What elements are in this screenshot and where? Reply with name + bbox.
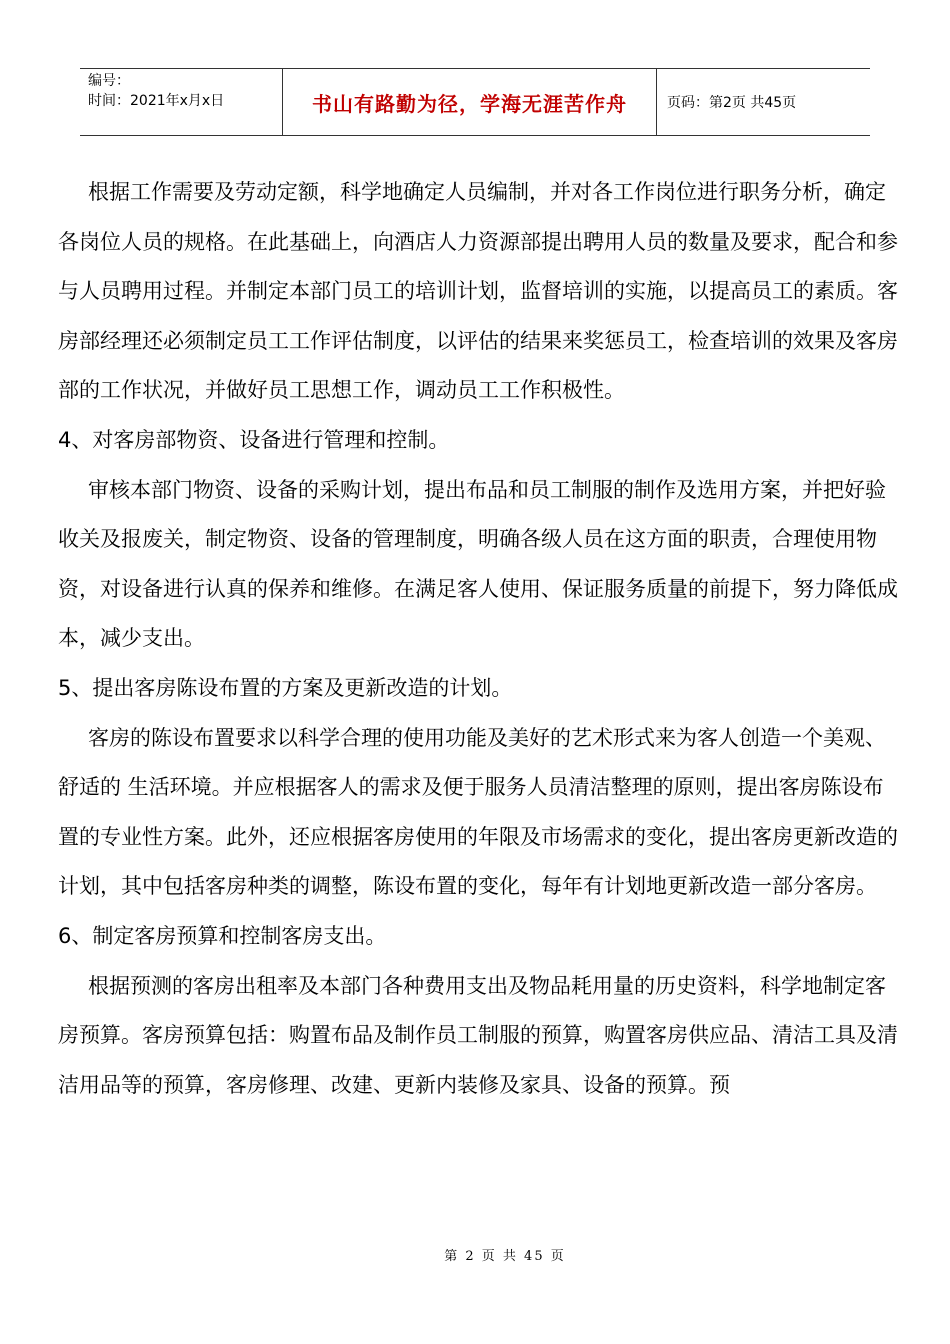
paragraph-furnishing: 客房的陈设布置要求以科学合理的使用功能及美好的艺术形式来为客人创造一个美观、舒适的 生活环境。并应根据客人的需求及便于服务人员清洁整理的原则，提出客房陈设布置的专业性方案。此外，还应根据客房使用的年限及市场需求的变化，提出客房更新改造的计划，其中包括客房种类的调整，陈设布置的变化，每年有计划地更新改造一部分客房。 [58,725,898,899]
section-heading-5: 5、提出客房陈设布置的方案及更新改造的计划。 [58,675,513,700]
paragraph-materials: 审核本部门物资、设备的采购计划，提出布品和员工制服的制作及选用方案，并把好验收关及报废关，制定物资、设备的管理制度，明确各级人员在这方面的职责，合理使用物资，对设备进行认真的保养和维修。在满足客人使用、保证服务质量的前提下，努力降低成本，减少支出。 [58,477,898,651]
date-label: 时间：2021年x月x日 [88,93,225,109]
paragraph-budget: 根据预测的客房出租率及本部门各种费用支出及物品耗用量的历史资料，科学地制定客房预算。客房预算包括：购置布品及制作员工制服的预算，购置客房供应品、清洁工具及清洁用品等的预算，客房修理、改建、更新内装修及家具、设备的预算。预 [58,973,898,1097]
header-motto: 书山有路勤为径，学海无涯苦作舟 [282,69,657,135]
document-body [58,168,898,1110]
header-meta [80,69,282,135]
header-page-info: 页码：第2页 共45页 [667,95,797,111]
page-footer: 第 2 页 共 45 页 [444,1249,566,1264]
page-header [80,68,870,136]
serial-number-label: 编号： [88,73,130,89]
section-heading-6: 6、制定客房预算和控制客房支出。 [58,923,387,948]
section-heading-4: 4、对客房部物资、设备进行管理和控制。 [58,427,450,452]
paragraph-staffing: 根据工作需要及劳动定额，科学地确定人员编制，并对各工作岗位进行职务分析，确定各岗位人员的规格。在此基础上，向酒店人力资源部提出聘用人员的数量及要求，配合和参与人员聘用过程。并制定本部门员工的培训计划，监督培训的实施，以提高员工的素质。客房部经理还必须制定员工工作评估制度，以评估的结果来奖惩员工，检查培训的效果及客房部的工作状况，并做好员工思想工作，调动员工工作积极性。 [58,180,898,403]
